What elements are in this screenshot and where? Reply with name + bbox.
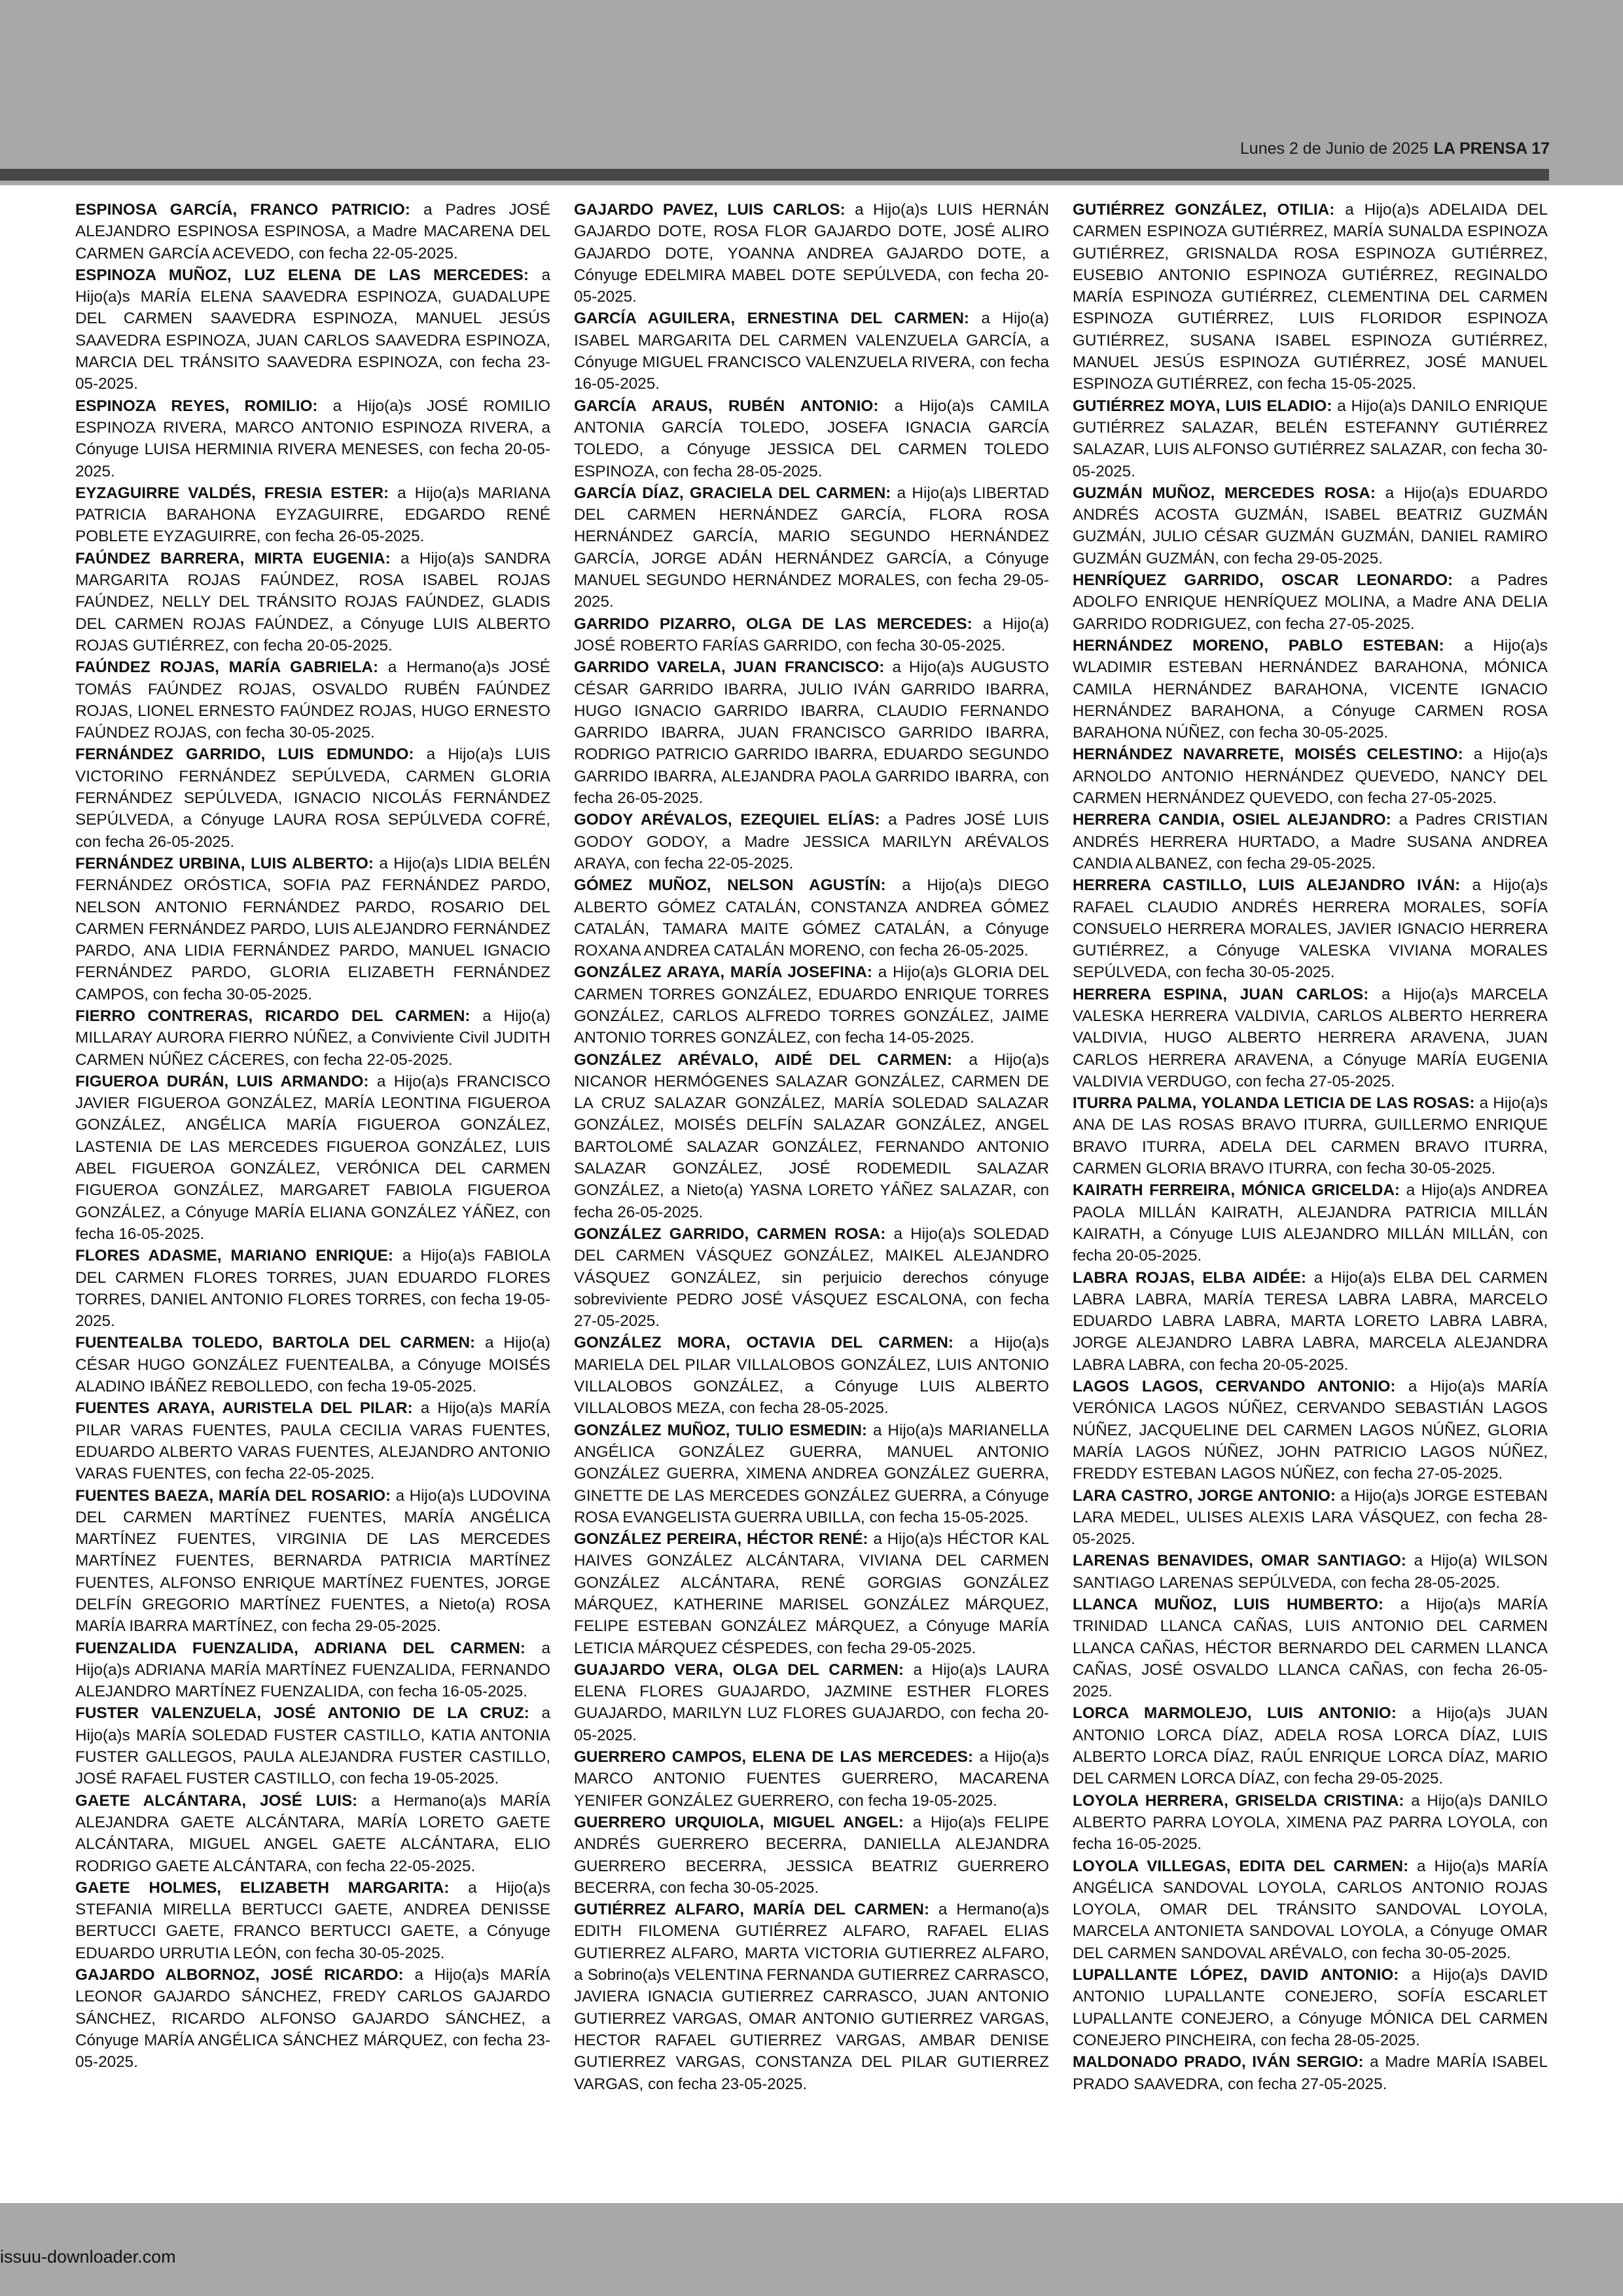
header-rule — [0, 169, 1549, 181]
notice-name: GONZÁLEZ ARAYA, MARÍA JOSEFINA: — [574, 963, 873, 982]
notice-name: GONZÁLEZ GARRIDO, CARMEN ROSA: — [574, 1225, 886, 1243]
notice-entry — [1073, 744, 1548, 809]
notice-entry — [574, 1899, 1049, 2095]
notice-entry — [1073, 1179, 1548, 1266]
notice-entry — [75, 548, 550, 656]
notice-name: FLORES ADASME, MARIANO ENRIQUE: — [75, 1247, 394, 1265]
notice-entry — [1073, 874, 1548, 983]
notice-entry — [75, 853, 550, 1005]
notice-text: a Hijo(a)s FELIPE ANDRÉS GUERRERO BECERRA, DANIELLA ALEJANDRA GUERRERO BECERRA, JESSICA BEATRIZ GUERRERO BECERRA, con fecha 30-05-2025. — [574, 1813, 1049, 1897]
notice-name: HERRERA ESPINA, JUAN CARLOS: — [1073, 985, 1369, 1003]
notice-text: a Hijo(a)s MARÍA ELENA SAAVEDRA ESPINOZA, GUADALUPE DEL CARMEN SAAVEDRA ESPINOZA, MANUEL JESÚS SAAVEDRA ESPINOZA, JUAN CARLOS SAAVEDRA ESPINOZA, MARCIA DEL TRÁNSITO SAAVEDRA ESPINOZA, con fecha 23-05-2025. — [75, 266, 550, 393]
notice-text: a Hijo(a)s ANDREA PAOLA MILLÁN KAIRATH, ALEJANDRA PATRICIA MILLÁN KAIRATH, a Cónyuge LUIS ALEJANDRO MILLÁN MILLÁN, con fecha 20-05-2025. — [1073, 1181, 1548, 1265]
notice-entry — [1073, 1856, 1548, 1964]
notice-name: GAETE HOLMES, ELIZABETH MARGARITA: — [75, 1878, 450, 1897]
notice-entry — [75, 1071, 550, 1245]
notice-text: a Hermano(a)s EDITH FILOMENA GUTIÉRREZ ALFARO, RAFAEL ELIAS GUTIERREZ ALFARO, MARTA VICTORIA GUTIERREZ ALFARO, a Sobrino(a)s VELENTINA FERNANDA GUTIERREZ CARRASCO, JAVIERA IGNACIA GUTIERREZ CARRASCO, JUAN ANTONIO GUTIERREZ VARGAS, OMAR ANTONIO GUTIERREZ VARGAS, HECTOR RAFAEL GUTIERREZ VARGAS, AMBAR DENISE GUTIERREZ VARGAS, CONSTANZA DEL PILAR GUTIERREZ VARGAS, con fecha 23-05-2025. — [574, 1901, 1049, 2093]
notice-text: a Hijo(a)s MARCO ANTONIO FUENTES GUERRERO, MACARENA YENIFER GONZÁLEZ GUERRERO, con fecha 19-05-2025. — [574, 1748, 1049, 1810]
notice-name: FUENTES ARAYA, AURISTELA DEL PILAR: — [75, 1399, 413, 1418]
notice-entry — [75, 1702, 550, 1789]
notice-entry — [75, 264, 550, 395]
notice-name: GARCÍA DÍAZ, GRACIELA DEL CARMEN: — [574, 484, 891, 502]
notice-entry — [75, 395, 550, 482]
notice-entry — [1073, 569, 1548, 635]
notice-name: ESPINOZA MUÑOZ, LUZ ELENA DE LAS MERCEDES: — [75, 266, 529, 284]
notice-text: a Hijo(a)s MARÍA TRINIDAD LLANCA CAÑAS, LUIS ANTONIO DEL CARMEN LLANCA CAÑAS, HÉCTOR BERNARDO DEL CARMEN LLANCA CAÑAS, JOSÉ OSVALDO LLANCA CAÑAS, con fecha 26-05-2025. — [1073, 1596, 1548, 1701]
notice-text: a Hijo(a)s MARÍA PILAR VARAS FUENTES, PAULA CECILIA VARAS FUENTES, EDUARDO ALBERTO VARAS FUENTES, ALEJANDRO ANTONIO VARAS FUENTES, con fecha 22-05-2025. — [75, 1399, 550, 1483]
notice-name: GONZÁLEZ MORA, OCTAVIA DEL CARMEN: — [574, 1334, 954, 1352]
notice-name: FAÚNDEZ ROJAS, MARÍA GABRIELA: — [75, 658, 379, 677]
notice-text: a Hijo(a)s LUDOVINA DEL CARMEN MARTÍNEZ FUENTES, MARÍA ANGÉLICA MARTÍNEZ FUENTES, VIRGINIA DE LAS MERCEDES MARTÍNEZ FUENTES, BERNARDA PATRICIA MARTÍNEZ FUENTES, ALFONSO ENRIQUE MARTÍNEZ FUENTES, JORGE DELFÍN GREGORIO MARTÍNEZ FUENTES, a Nieto(a) ROSA MARÍA IBARRA MARTÍNEZ, con fecha 29-05-2025. — [75, 1486, 550, 1636]
notice-text: a Hijo(a) CÉSAR HUGO GONZÁLEZ FUENTEALBA, a Cónyuge MOISÉS ALADINO IBÁÑEZ REBOLLEDO, con fecha 19-05-2025. — [75, 1334, 550, 1396]
notice-text: a Hijo(a)s RAFAEL CLAUDIO ANDRÉS HERRERA MORALES, SOFÍA CONSUELO HERRERA MORALES, JAVIER IGNACIO HERRERA GUTIÉRREZ, a Cónyuge VALESKA VIVIANA MORALES SEPÚLVEDA, con fecha 30-05-2025. — [1073, 876, 1548, 982]
page-folio — [1240, 139, 1550, 158]
notice-text: a Hijo(a)s MARÍA SOLEDAD FUSTER CASTILLO, KATIA ANTONIA FUSTER GALLEGOS, PAULA ALEJANDRA FUSTER CASTILLO, JOSÉ RAFAEL FUSTER CASTILLO, con fecha 19-05-2025. — [75, 1704, 550, 1788]
notice-entry — [574, 656, 1049, 809]
notice-name: GUTIÉRREZ ALFARO, MARÍA DEL CARMEN: — [574, 1901, 930, 1919]
notice-name: FIGUEROA DURÁN, LUIS ARMANDO: — [75, 1072, 369, 1090]
notice-text: a Hijo(a)s ARNOLDO ANTONIO HERNÁNDEZ QUEVEDO, NANCY DEL CARMEN HERNÁNDEZ QUEVEDO, con fecha 27-05-2025. — [1073, 745, 1548, 808]
notice-name: GUTIÉRREZ GONZÁLEZ, OTILIA: — [1073, 201, 1335, 219]
notice-name: GUAJARDO VERA, OLGA DEL CARMEN: — [574, 1660, 904, 1679]
notice-text: a Hijo(a)s MARÍA ANGÉLICA SANDOVAL LOYOLA, CARLOS ANTONIO ROJAS LOYOLA, OMAR DEL TRÁNSITO SANDOVAL LOYOLA, MARCELA ANTONIETA SANDOVAL LOYOLA, a Cónyuge OMAR DEL CARMEN SANDOVAL ARÉVALO, con fecha 30-05-2025. — [1073, 1857, 1548, 1962]
notice-entry — [75, 1332, 550, 1397]
notice-entry — [75, 482, 550, 548]
notice-text: a Padres CRISTIAN ANDRÉS HERRERA HURTADO, a Madre SUSANA ANDREA CANDIA ALBANEZ, con fecha 29-05-2025. — [1073, 811, 1548, 872]
notice-name: HERRERA CASTILLO, LUIS ALEJANDRO IVÁN: — [1073, 876, 1461, 895]
notice-entry — [574, 809, 1049, 874]
notice-name: LARA CASTRO, JORGE ANTONIO: — [1073, 1486, 1336, 1505]
notice-name: GAETE ALCÁNTARA, JOSÉ LUIS: — [75, 1791, 358, 1810]
notice-name: FUENTES BAEZA, MARÍA DEL ROSARIO: — [75, 1486, 391, 1505]
notice-name: FERNÁNDEZ URBINA, LUIS ALBERTO: — [75, 854, 374, 872]
notice-column-1 — [75, 199, 550, 2073]
notice-entry — [75, 1485, 550, 1638]
notice-text: a Hijo(a)s SANDRA MARGARITA ROJAS FAÚNDEZ, ROSA ISABEL ROJAS FAÚNDEZ, NELLY DEL TRÁNSITO ROJAS FAÚNDEZ, GLADIS DEL CARMEN ROJAS FAÚNDEZ, a Cónyuge LUIS ALBERTO ROJAS GUTIÉRREZ, con fecha 20-05-2025. — [75, 549, 550, 655]
notice-name: ESPINOZA REYES, ROMILIO: — [75, 397, 318, 415]
notice-entry — [574, 613, 1049, 657]
notice-text: a Hijo(a)s MARIANA PATRICIA BARAHONA EYZAGUIRRE, EDGARDO RENÉ POBLETE EYZAGUIRRE, con fecha 26-05-2025. — [75, 484, 550, 546]
notice-text: a Hijo(a)s DAVID ANTONIO LUPALLANTE CONEJERO, SOFÍA ESCARLET LUPALLANTE CONEJERO, a Cónyuge MÓNICA DEL CARMEN CONEJERO PINCHEIRA, con fecha 28-05-2025. — [1073, 1966, 1548, 2049]
notice-entry — [1073, 1702, 1548, 1789]
notice-entry — [1073, 1594, 1548, 1702]
notice-entry — [574, 1332, 1049, 1419]
notice-name: LORCA MARMOLEJO, LUIS ANTONIO: — [1073, 1704, 1397, 1723]
notice-entry — [75, 1877, 550, 1964]
notice-name: LOYOLA VILLEGAS, EDITA DEL CARMEN: — [1073, 1857, 1409, 1875]
notice-entry — [574, 1420, 1049, 1528]
notice-text: a Hijo(a)s SOLEDAD DEL CARMEN VÁSQUEZ GONZÁLEZ, MAIKEL ALEJANDRO VÁSQUEZ GONZÁLEZ, sin perjuicio derechos cónyuge sobreviviente PEDRO JOSÉ VÁSQUEZ ESCALONA, con fecha 27-05-2025. — [574, 1225, 1049, 1331]
notice-entry — [574, 395, 1049, 482]
notice-entry — [574, 1049, 1049, 1223]
notice-entry — [574, 199, 1049, 308]
notice-text: a Hijo(a)s MARIELA DEL PILAR VILLALOBOS GONZÁLEZ, LUIS ANTONIO VILLALOBOS GONZÁLEZ, a Cónyuge LUIS ALBERTO VILLALOBOS MEZA, con fecha 28-05-2025. — [574, 1334, 1050, 1418]
notice-text: a Hijo(a)s DANILO ENRIQUE GUTIÉRREZ SALAZAR, BELÉN ESTEFANNY GUTIÉRREZ SALAZAR, LUIS ALFONSO GUTIÉRREZ SALAZAR, con fecha 30-05-2025. — [1073, 397, 1548, 480]
watermark: issuu-downloader.com — [0, 2247, 176, 2267]
notice-text: a Padres ADOLFO ENRIQUE HENRÍQUEZ MOLINA, a Madre ANA DELIA GARRIDO RODRIGUEZ, con fecha 27-05-2025. — [1073, 571, 1548, 633]
notice-name: HERRERA CANDIA, OSIEL ALEJANDRO: — [1073, 811, 1391, 829]
notice-text: a Hijo(a)s MARIANELLA ANGÉLICA GONZÁLEZ GUERRA, MANUEL ANTONIO GONZÁLEZ GUERRA, XIMENA ANDREA GONZÁLEZ GUERRA, GINETTE DE LAS MERCEDES GONZÁLEZ GUERRA, a Cónyuge ROSA EVANGELISTA GUERRA UBILLA, con fecha 15-05-2025. — [574, 1421, 1049, 1526]
notice-column-2 — [574, 199, 1049, 2095]
notice-name: LOYOLA HERRERA, GRISELDA CRISTINA: — [1073, 1791, 1404, 1810]
notice-text: a Hijo(a)s MARÍA LEONOR GAJARDO SÁNCHEZ, FREDY CARLOS GAJARDO SÁNCHEZ, RICARDO ALFONSO GAJARDO SÁNCHEZ, a Cónyuge MARÍA ANGÉLICA SÁNCHEZ MÁRQUEZ, con fecha 23-05-2025. — [75, 1966, 550, 2072]
notice-text: a Hijo(a) WILSON SANTIAGO LARENAS SEPÚLVEDA, con fecha 28-05-2025. — [1073, 1552, 1548, 1592]
notice-entry — [1073, 1485, 1548, 1551]
notice-entry — [574, 1746, 1049, 1812]
notice-entry — [574, 1659, 1049, 1746]
notice-text: a Hijo(a)s STEFANIA MIRELLA BERTUCCI GAETE, ANDREA DENISSE BERTUCCI GAETE, FRANCO BERTUCCI GAETE, a Cónyuge EDUARDO URRUTIA LEÓN, con fecha 30-05-2025. — [75, 1878, 550, 1962]
notice-text: a Hijo(a)s EDUARDO ANDRÉS ACOSTA GUZMÁN, ISABEL BEATRIZ GUZMÁN GUZMÁN, JULIO CÉSAR GUZMÁN GUZMÁN, DANIEL RAMIRO GUZMÁN GUZMÁN, con fecha 29-05-2025. — [1073, 484, 1548, 567]
notice-entry — [1073, 1267, 1548, 1376]
notice-name: FUENTEALBA TOLEDO, BARTOLA DEL CARMEN: — [75, 1334, 476, 1352]
notice-name: GUZMÁN MUÑOZ, MERCEDES ROSA: — [1073, 484, 1376, 502]
notice-name: HERNÁNDEZ NAVARRETE, MOISÉS CELESTINO: — [1073, 745, 1463, 764]
notice-text: a Hijo(a)s DANILO ALBERTO PARRA LOYOLA, XIMENA PAZ PARRA LOYOLA, con fecha 16-05-2025. — [1073, 1791, 1548, 1854]
notice-text: a Hijo(a)s LAURA ELENA FLORES GUAJARDO, JAZMINE ESTHER FLORES GUAJARDO, MARILYN LUZ FLORES GUAJARDO, con fecha 20-05-2025. — [574, 1660, 1049, 1744]
notice-name: ITURRA PALMA, YOLANDA LETICIA DE LAS ROSAS: — [1073, 1094, 1475, 1113]
notice-entry — [75, 1245, 550, 1332]
notice-entry — [574, 961, 1049, 1049]
notice-text: a Hijo(a)s LUIS HERNÁN GAJARDO DOTE, ROSA FLOR GAJARDO DOTE, JOSÉ ALIRO GAJARDO DOTE, YOANNA ANDREA GAJARDO DOTE, a Cónyuge EDELMIRA MABEL DOTE SEPÚLVEDA, con fecha 20-05-2025. — [574, 201, 1050, 306]
notice-entry — [75, 1964, 550, 2073]
notice-name: GARCÍA ARAUS, RUBÉN ANTONIO: — [574, 397, 879, 415]
notice-text: a Hijo(a) MILLARAY AURORA FIERRO NÚÑEZ, a Conviviente Civil JUDITH CARMEN NÚÑEZ CÁCERES, con fecha 22-05-2025. — [75, 1007, 550, 1069]
notice-text: a Hijo(a)s MARÍA VERÓNICA LAGOS NÚÑEZ, CERVANDO SEBASTIÁN LAGOS NÚÑEZ, JACQUELINE DEL CARMEN LAGOS NÚÑEZ, GLORIA MARÍA LAGOS NÚÑEZ, JOHN PATRICIO LAGOS NÚÑEZ, FREDDY ESTEBAN LAGOS NÚÑEZ, con fecha 27-05-2025. — [1073, 1378, 1548, 1483]
notice-name: GAJARDO ALBORNOZ, JOSÉ RICARDO: — [75, 1966, 404, 1984]
notice-entry — [1073, 1092, 1548, 1179]
notice-entry — [1073, 1964, 1548, 2051]
notice-name: GAJARDO PAVEZ, LUIS CARLOS: — [574, 201, 846, 219]
notice-entry — [1073, 809, 1548, 874]
notice-text: a Hijo(a)s ELBA DEL CARMEN LABRA LABRA, MARÍA TERESA LABRA LABRA, MARCELO EDUARDO LABRA LABRA, MARTA LORETO LABRA LABRA, JORGE ALEJANDRO LABRA LABRA, MARCELA ALEJANDRA LABRA LABRA, con fecha 20-05-2025. — [1073, 1268, 1548, 1374]
notice-entry — [574, 874, 1049, 961]
notice-entry — [1073, 984, 1548, 1092]
notice-text: a Hijo(a)s ADELAIDA DEL CARMEN ESPINOZA GUTIÉRREZ, MARÍA SUNALDA ESPINOZA GUTIÉRREZ, GRISNALDA ROSA ESPINOZA GUTIÉRREZ, EUSEBIO ANTONIO ESPINOZA GUTIÉRREZ, REGINALDO MARÍA ESPINOZA GUTIÉRREZ, CLEMENTINA DEL CARMEN ESPINOZA GUTIÉRREZ, LUIS FLORIDOR ESPINOZA GUTIÉRREZ, SUSANA ISABEL ESPINOZA GUTIÉRREZ, MANUEL JESÚS ESPINOZA GUTIÉRREZ, JOSÉ MANUEL ESPINOZA GUTIÉRREZ, con fecha 15-05-2025. — [1073, 201, 1548, 393]
notice-text: a Hijo(a)s JUAN ANTONIO LORCA DÍAZ, ADELA ROSA LORCA DÍAZ, LUIS ALBERTO LORCA DÍAZ, RAÚL ENRIQUE LORCA DÍAZ, MARIO DEL CARMEN LORCA DÍAZ, con fecha 29-05-2025. — [1073, 1704, 1548, 1788]
notice-text: a Hijo(a)s NICANOR HERMÓGENES SALAZAR GONZÁLEZ, CARMEN DE LA CRUZ SALAZAR GONZÁLEZ, MARÍA SOLEDAD SALAZAR GONZÁLEZ, MOISÉS DELFÍN SALAZAR GONZÁLEZ, ANGEL BARTOLOMÉ SALAZAR GONZÁLEZ, FERNANDO ANTONIO SALAZAR GONZÁLEZ, JOSÉ RODEMEDIL SALAZAR GONZÁLEZ, a Nieto(a) YASNA LORETO YÁÑEZ SALAZAR, con fecha 26-05-2025. — [574, 1050, 1049, 1221]
notice-name: FERNÁNDEZ GARRIDO, LUIS EDMUNDO: — [75, 745, 414, 764]
notice-name: GONZÁLEZ PEREIRA, HÉCTOR RENÉ: — [574, 1530, 868, 1549]
notice-entry — [574, 1528, 1049, 1659]
notice-name: GARCÍA AGUILERA, ERNESTINA DEL CARMEN: — [574, 310, 969, 328]
notice-entry — [75, 1638, 550, 1703]
notice-name: HERNÁNDEZ MORENO, PABLO ESTEBAN: — [1073, 636, 1444, 655]
notice-name: LARENAS BENAVIDES, OMAR SANTIAGO: — [1073, 1552, 1406, 1570]
notice-text: a Hermano(a)s MARÍA ALEJANDRA GAETE ALCÁNTARA, MARÍA LORETO GAETE ALCÁNTARA, MIGUEL ANGEL GAETE ALCÁNTARA, ELIO RODRIGO GAETE ALCÁNTARA, con fecha 22-05-2025. — [75, 1791, 550, 1875]
notice-text: a Padres JOSÉ ALEJANDRO ESPINOSA ESPINOSA, a Madre MACARENA DEL CARMEN GARCÍA ACEVEDO, con fecha 22-05-2025. — [75, 201, 550, 262]
notice-text: a Hermano(a)s JOSÉ TOMÁS FAÚNDEZ ROJAS, OSVALDO RUBÉN FAÚNDEZ ROJAS, LIONEL ERNESTO FAÚNDEZ ROJAS, HUGO ERNESTO FAÚNDEZ ROJAS, con fecha 30-05-2025. — [75, 658, 550, 742]
notice-text: a Hijo(a)s CAMILA ANTONIA GARCÍA TOLEDO, JOSEFA IGNACIA GARCÍA TOLEDO, a Cónyuge JESSICA DEL CARMEN TOLEDO ESPINOZA, con fecha 28-05-2025. — [574, 397, 1049, 480]
notice-name: GUERRERO URQUIOLA, MIGUEL ANGEL: — [574, 1813, 904, 1831]
bottom-band — [0, 2203, 1623, 2296]
notice-text: a Hijo(a)s LUIS VICTORINO FERNÁNDEZ SEPÚLVEDA, CARMEN GLORIA FERNÁNDEZ SEPÚLVEDA, IGNACIO NICOLÁS FERNÁNDEZ SEPÚLVEDA, a Cónyuge LAURA ROSA SEPÚLVEDA COFRÉ, con fecha 26-05-2025. — [75, 745, 551, 851]
notice-entry — [75, 656, 550, 744]
notice-entry — [574, 1812, 1049, 1899]
notice-text: a Hijo(a)s ADRIANA MARÍA MARTÍNEZ FUENZALIDA, FERNANDO ALEJANDRO MARTÍNEZ FUENZALIDA, con fecha 16-05-2025. — [75, 1639, 550, 1701]
notice-name: FIERRO CONTRERAS, RICARDO DEL CARMEN: — [75, 1007, 471, 1025]
notice-entry — [1073, 635, 1548, 744]
notice-entry — [1073, 395, 1548, 482]
notice-name: FUENZALIDA FUENZALIDA, ADRIANA DEL CARMEN: — [75, 1639, 526, 1657]
notice-column-3 — [1073, 199, 1548, 2095]
notice-entry — [574, 308, 1049, 395]
notice-name: GONZÁLEZ MUÑOZ, TULIO ESMEDIN: — [574, 1421, 867, 1439]
notice-text: a Hijo(a)s MARCELA VALESKA HERRERA VALDIVIA, CARLOS ALBERTO HERRERA VALDIVIA, HUGO ALBERTO HERRERA ARAVENA, JUAN CARLOS HERRERA ARAVENA, a Cónyuge MARÍA EUGENIA VALDIVIA VERDUGO, con fecha 27-05-2025. — [1073, 985, 1548, 1090]
notice-entry — [1073, 1376, 1548, 1484]
paper-page-label: LA PRENSA 17 — [1433, 139, 1550, 158]
notice-text: a Hijo(a)s FRANCISCO JAVIER FIGUEROA GONZÁLEZ, MARÍA LEONTINA FIGUEROA GONZÁLEZ, ANGÉLICA MARÍA FIGUEROA GONZÁLEZ, LASTENIA DE LAS MERCEDES FIGUEROA GONZÁLEZ, LUIS ABEL FIGUEROA GONZÁLEZ, VERÓNICA DEL CARMEN FIGUEROA GONZÁLEZ, MARGARET FABIOLA FIGUEROA GONZÁLEZ, a Cónyuge MARÍA ELIANA GONZÁLEZ YÁÑEZ, con fecha 16-05-2025. — [75, 1072, 550, 1243]
notice-entry — [1073, 482, 1548, 569]
notice-entry — [574, 1223, 1049, 1332]
notice-entry — [1073, 199, 1548, 395]
notice-entry — [75, 1005, 550, 1071]
notice-text: a Hijo(a)s HÉCTOR KAL HAIVES GONZÁLEZ ALCÁNTARA, VIVIANA DEL CARMEN GONZÁLEZ ALCÁNTARA, RENÉ GORGIAS GONZÁLEZ MÁRQUEZ, KATHERINE MARISEL GONZÁLEZ MÁRQUEZ, FELIPE ESTEBAN GONZÁLEZ MÁRQUEZ, a Cónyuge MARÍA LETICIA MÁRQUEZ CÉSPEDES, con fecha 29-05-2025. — [574, 1530, 1049, 1657]
notice-name: GUTIÉRREZ MOYA, LUIS ELADIO: — [1073, 397, 1332, 415]
notice-entry — [1073, 2051, 1548, 2095]
notice-name: GÓMEZ MUÑOZ, NELSON AGUSTÍN: — [574, 876, 886, 895]
notice-entry — [75, 199, 550, 264]
notice-text: a Hijo(a)s JORGE ESTEBAN LARA MEDEL, ULISES ALEXIS LARA VÁSQUEZ, con fecha 28-05-2025. — [1073, 1486, 1548, 1549]
notice-entry — [75, 744, 550, 852]
notice-name: GODOY ARÉVALOS, EZEQUIEL ELÍAS: — [574, 811, 880, 829]
issue-date: Lunes 2 de Junio de 2025 — [1240, 139, 1429, 158]
notice-text: a Hijo(a) ISABEL MARGARITA DEL CARMEN VALENZUELA GARCÍA, a Cónyuge MIGUEL FRANCISCO VALENZUELA RIVERA, con fecha 16-05-2025. — [574, 310, 1049, 393]
notice-text: a Hijo(a)s ANA DE LAS ROSAS BRAVO ITURRA, GUILLERMO ENRIQUE BRAVO ITURRA, ADELA DEL CARMEN BRAVO ITURRA, CARMEN GLORIA BRAVO ITURRA, con fecha 30-05-2025. — [1073, 1094, 1548, 1178]
notice-name: GUERRERO CAMPOS, ELENA DE LAS MERCEDES: — [574, 1748, 974, 1767]
notice-entry — [574, 482, 1049, 613]
notice-name: MALDONADO PRADO, IVÁN SERGIO: — [1073, 2053, 1364, 2072]
notice-name: ESPINOSA GARCÍA, FRANCO PATRICIO: — [75, 201, 410, 219]
notice-text: a Hijo(a)s DIEGO ALBERTO GÓMEZ CATALÁN, CONSTANZA ANDREA GÓMEZ CATALÁN, TAMARA MAITE GÓMEZ CATALÁN, a Cónyuge ROXANA ANDREA CATALÁN MORENO, con fecha 26-05-2025. — [574, 876, 1049, 960]
notice-text: a Hijo(a)s GLORIA DEL CARMEN TORRES GONZÁLEZ, EDUARDO ENRIQUE TORRES GONZÁLEZ, CARLOS ALFREDO TORRES GONZÁLEZ, JAIME ANTONIO TORRES GONZÁLEZ, con fecha 14-05-2025. — [574, 963, 1050, 1047]
notice-text: a Hijo(a)s AUGUSTO CÉSAR GARRIDO IBARRA, JULIO IVÁN GARRIDO IBARRA, HUGO IGNACIO GARRIDO IBARRA, CLAUDIO FERNANDO GARRIDO IBARRA, JUAN FRANCISCO GARRIDO IBARRA, RODRIGO PATRICIO GARRIDO IBARRA, EDUARDO SEGUNDO GARRIDO IBARRA, ALEJANDRA PAOLA GARRIDO IBARRA, con fecha 26-05-2025. — [574, 658, 1050, 808]
notice-name: FAÚNDEZ BARRERA, MIRTA EUGENIA: — [75, 549, 391, 567]
notice-name: LUPALLANTE LÓPEZ, DAVID ANTONIO: — [1073, 1966, 1399, 1984]
notice-entry — [1073, 1790, 1548, 1856]
notice-text: a Hijo(a)s FABIOLA DEL CARMEN FLORES TORRES, JUAN EDUARDO FLORES TORRES, DANIEL ANTONIO FLORES TORRES, con fecha 19-05-2025. — [75, 1247, 551, 1331]
notice-name: GARRIDO VARELA, JUAN FRANCISCO: — [574, 658, 885, 677]
notice-text: a Hijo(a)s LIDIA BELÉN FERNÁNDEZ ORÓSTICA, SOFIA PAZ FERNÁNDEZ PARDO, NELSON ANTONIO FERNÁNDEZ PARDO, ROSARIO DEL CARMEN FERNÁNDEZ PARDO, LUIS ALEJANDRO FERNÁNDEZ PARDO, ANA LIDIA FERNÁNDEZ PARDO, MANUEL IGNACIO FERNÁNDEZ PARDO, GLORIA ELIZABETH FERNÁNDEZ CAMPOS, con fecha 30-05-2025. — [75, 854, 550, 1003]
notice-text: a Madre MARÍA ISABEL PRADO SAAVEDRA, con fecha 27-05-2025. — [1073, 2053, 1548, 2093]
notice-name: LABRA ROJAS, ELBA AIDÉE: — [1073, 1268, 1306, 1287]
notice-text: a Hijo(a)s LIBERTAD DEL CARMEN HERNÁNDEZ GARCÍA, FLORA ROSA HERNÁNDEZ GARCÍA, MARIO SEGUNDO HERNÁNDEZ GARCÍA, JORGE ADÁN HERNÁNDEZ GARCÍA, a Cónyuge MANUEL SEGUNDO HERNÁNDEZ MORALES, con fecha 29-05-2025. — [574, 484, 1049, 611]
notice-text: a Padres JOSÉ LUIS GODOY GODOY, a Madre JESSICA MARILYN ARÉVALOS ARAYA, con fecha 22-05-2025. — [574, 811, 1049, 872]
notice-name: LAGOS LAGOS, CERVANDO ANTONIO: — [1073, 1378, 1396, 1396]
notice-text: a Hijo(a)s WLADIMIR ESTEBAN HERNÁNDEZ BARAHONA, MÓNICA CAMILA HERNÁNDEZ BARAHONA, VICENTE IGNACIO HERNÁNDEZ BARAHONA, a Cónyuge CARMEN ROSA BARAHONA NÚÑEZ, con fecha 30-05-2025. — [1073, 636, 1548, 742]
notice-text: a Hijo(a) JOSÉ ROBERTO FARÍAS GARRIDO, con fecha 30-05-2025. — [574, 615, 1049, 655]
notice-entry — [1073, 1550, 1548, 1594]
notice-name: GARRIDO PIZARRO, OLGA DE LAS MERCEDES: — [574, 615, 972, 633]
notice-name: EYZAGUIRRE VALDÉS, FRESIA ESTER: — [75, 484, 389, 502]
notice-name: LLANCA MUÑOZ, LUIS HUMBERTO: — [1073, 1596, 1383, 1613]
notice-text: a Hijo(a)s JOSÉ ROMILIO ESPINOZA RIVERA, MARCO ANTONIO ESPINOZA RIVERA, a Cónyuge LUISA HERMINIA RIVERA MENESES, con fecha 20-05-2025. — [75, 397, 550, 480]
notice-name: HENRÍQUEZ GARRIDO, OSCAR LEONARDO: — [1073, 571, 1454, 590]
notice-name: KAIRATH FERREIRA, MÓNICA GRICELDA: — [1073, 1181, 1400, 1200]
notice-name: GONZÁLEZ ARÉVALO, AIDÉ DEL CARMEN: — [574, 1050, 953, 1069]
notice-entry — [75, 1790, 550, 1877]
notice-name: FUSTER VALENZUELA, JOSÉ ANTONIO DE LA CRUZ: — [75, 1704, 529, 1723]
notice-entry — [75, 1397, 550, 1484]
